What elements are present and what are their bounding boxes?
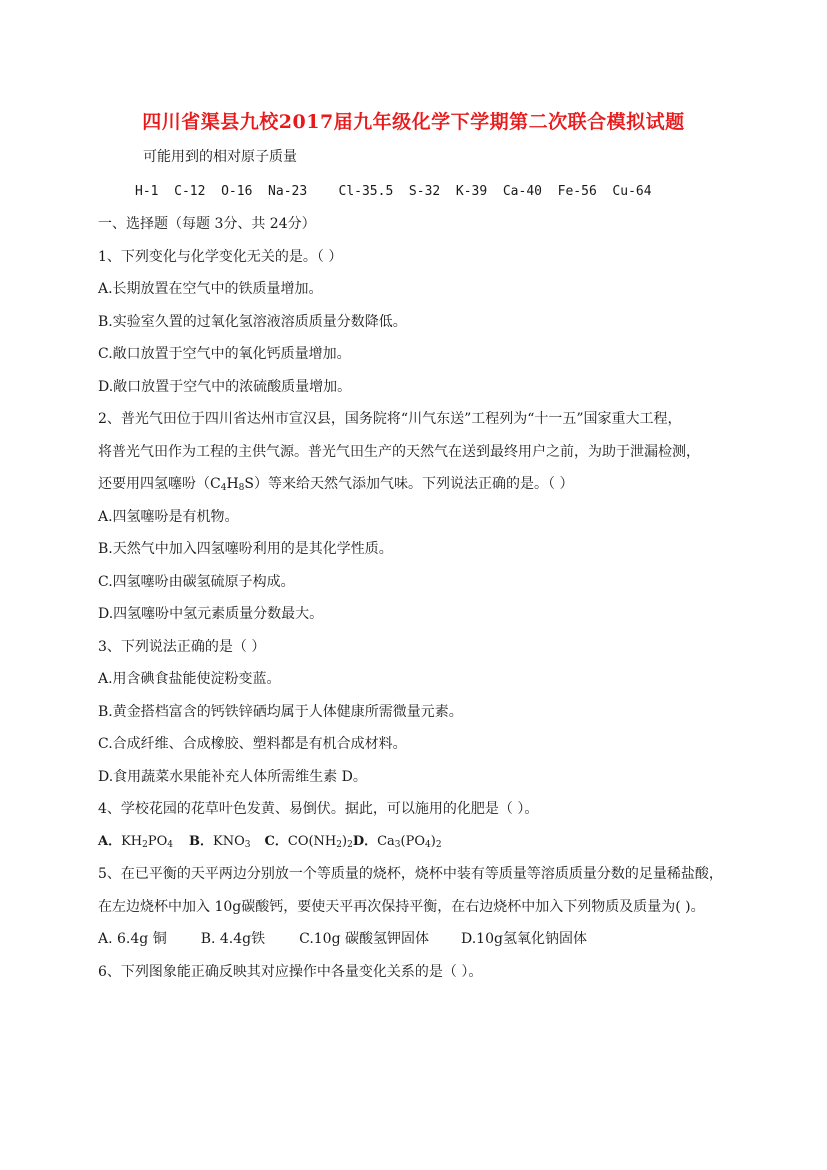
q4-c-formula-2: ) [342,834,348,849]
q5-option-b: B. 4.4g铁 [200,931,266,947]
question-5-options [98,930,587,948]
question-1-stem: 1、下列变化与化学变化无关的是。（ ） [98,249,343,265]
question-1-option-a: A.长期放置在空气中的铁质量增加。 [98,281,323,297]
q4-a-sub-2: 4 [167,840,174,850]
document-title: 四川省渠县九校2017届九年级化学下学期第二次联合模拟试题 [142,111,685,133]
atomic-mass-heading: 可能用到的相对原子质量 [143,149,297,165]
q4-c-formula-1: CO(NH [287,834,337,849]
atomic-mass-list: H-1 C-12 O-16 Na-23 Cl-35.5 S-32 K-39 Ca-40 Fe-56 Cu-64 [135,184,652,199]
q4-d-sub-1: 3 [394,840,401,850]
q2-sub-h: 8 [238,483,245,493]
section-heading-choice: 一、选择题（每题 3分、共 24分） [98,216,316,232]
q2-text-post: S）等来给天然气添加气味。下列说法正确的是。（ ） [244,476,574,492]
question-2-option-d: D.四氢噻吩中氢元素质量分数最大。 [98,606,324,622]
q5-option-d: D.10g氢氧化钠固体 [461,931,587,947]
question-2-stem-line-1: 2、普光气田位于四川省达州市宣汉县，国务院将“川气东送”工程列为“十一五”国家重大工程， [98,411,682,427]
q4-b-sub: 3 [244,840,251,850]
q4-a-sub-1: 2 [142,840,148,850]
question-5-stem-line-1: 5、在已平衡的天平两边分别放一个等质量的烧杯，烧杯中装有等质量等溶质质量分数的足量稀盐酸， [98,866,723,882]
question-3-option-a: A.用含碘食盐能使淀粉变蓝。 [98,671,281,687]
q4-option-c-label: C． [264,834,288,849]
question-4-stem: 4、学校花园的花草叶色发黄、易倒伏。据此，可以施用的化肥是（ ）。 [98,801,539,817]
q4-d-sub-3: 2 [435,840,442,850]
question-3-option-c: C.合成纤维、合成橡胶、塑料都是有机合成材料。 [98,736,407,752]
q4-d-formula-1: Ca [377,834,395,849]
q4-b-formula: KNO [213,834,245,849]
q2-text-pre: 还要用四氢噻吩（C [98,476,221,492]
question-3-option-d: D.食用蔬菜水果能补充人体所需维生素 D。 [98,769,367,785]
q4-a-formula-1: KH [121,834,143,849]
question-6-stem: 6、下列图象能正确反映其对应操作中各量变化关系的是（ ）。 [98,964,483,980]
q4-a-formula-2: PO [147,834,168,849]
q2-text-h: H [226,476,239,492]
q4-option-b-label: B． [189,834,214,849]
question-1-option-d: D.敞口放置于空气中的浓硫酸质量增加。 [98,379,352,395]
question-2-stem-line-3 [98,475,573,497]
q4-c-sub-1: 2 [336,840,342,850]
question-3-option-b: B.黄金搭档富含的钙铁锌硒均属于人体健康所需微量元素。 [98,704,463,720]
q5-option-c: C.10g 碳酸氢钾固体 [299,931,429,947]
question-2-option-a: A.四氢噻吩是有机物。 [98,509,239,525]
question-2-option-b: B.天然气中加入四氢噻吩利用的是其化学性质。 [98,541,393,557]
q4-d-formula-2: (PO [400,834,426,849]
question-5-stem-line-2: 在左边烧杯中加入 10g碳酸钙，要使天平再次保持平衡，在右边烧杯中加入下列物质及质量为( )。 [98,899,705,915]
question-2-option-c: C.四氢噻吩由碳氢硫原子构成。 [98,574,295,590]
question-3-stem: 3、下列说法正确的是（ ） [98,639,266,655]
q4-option-d-label: D． [352,834,378,849]
q4-option-a-label: A． [98,834,122,849]
q5-option-a: A. 6.4g 铜 [98,931,167,947]
q4-c-sub-2: 2 [347,840,353,850]
q4-d-formula-3: ) [430,834,436,849]
q4-d-sub-2: 4 [425,840,431,850]
question-2-stem-line-2: 将普光气田作为工程的主供气源。普光气田生产的天然气在送到最终用户之前，为助于泄漏检测， [98,444,700,460]
question-1-option-c: C.敞口放置于空气中的氧化钙质量增加。 [98,346,351,362]
q2-sub-c: 4 [220,483,227,493]
question-1-option-b: B.实验室久置的过氧化氢溶液溶质质量分数降低。 [98,314,407,330]
question-4-options [98,833,442,854]
